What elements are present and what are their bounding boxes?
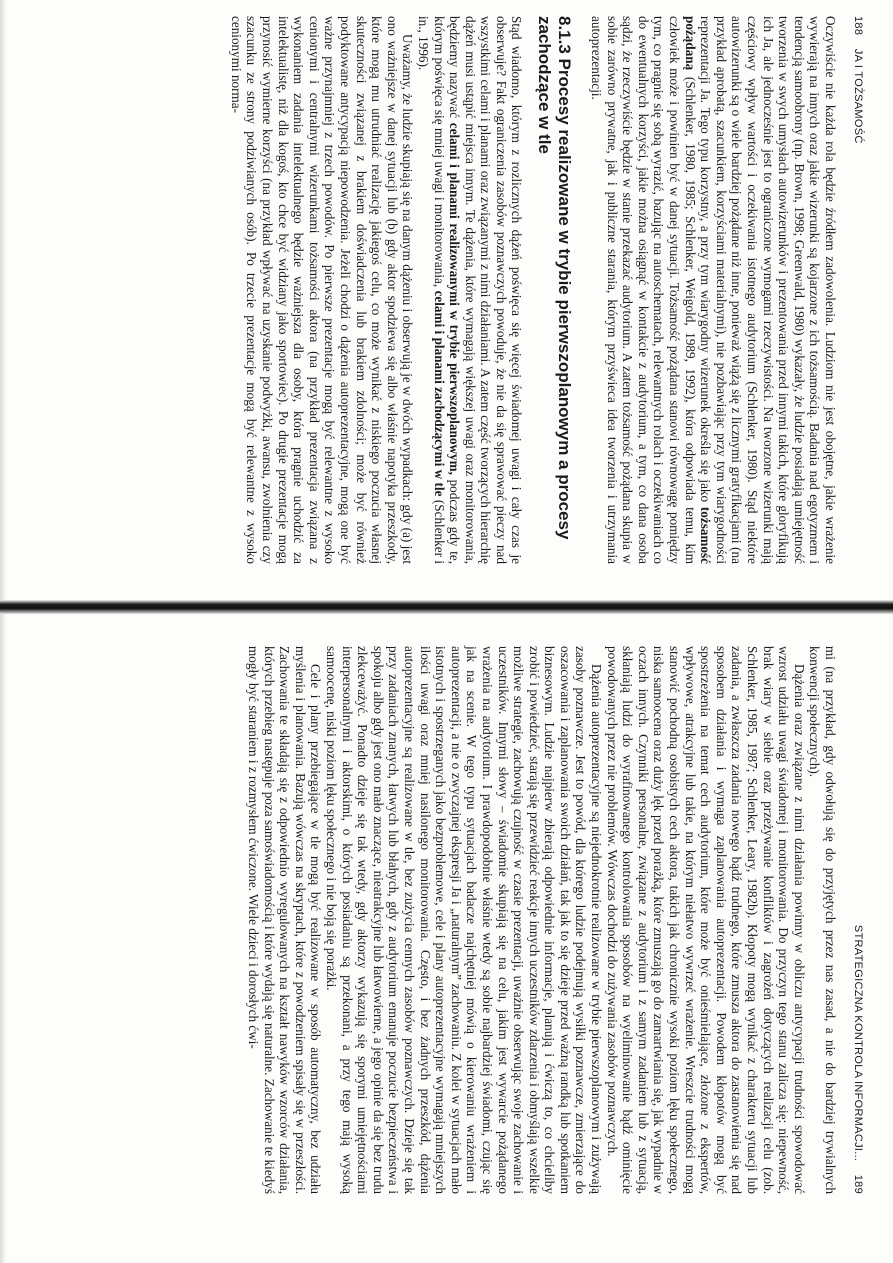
paragraph: mi (na przykład, gdy odwołują się do przyjętych przez nas zasad, a nie do bardziej trywialnych konwencji społecznych). xyxy=(806,646,838,1194)
key-term: celami i planami realizowanymi w trybie pierwszoplanowym, xyxy=(446,122,462,475)
page-header xyxy=(852,16,864,564)
key-term: tożsamość pożądaną xyxy=(682,16,713,564)
paragraph: Oczywiście nie każda rola będzie źródłem zadowolenia. Ludziom nie jest obojętne, jakie wrażenie wywierają na innych oraz jakie wizerunki są kojarzone z ich tożsamością. Badania nad egotyzmem i tendencją samoobrony (np. Brown, 1998; Greenwald, 1980) wykazały, że ludzie posiadają umiejętność tworzenia w swych umysłach autowizerunków i prezentowania przed innymi takich, które gloryfikują ich Ja, ale jednocześnie jest to ograniczone wymogami rzeczywistości. Na tworzone wizerunki mają częściowy wpływ wartości i oczekiwania istotnego audytorium (Schlenker, 1980). Stąd niektóre autowizerunki są o wiele bardziej pożądane niż inne, ponieważ wiążą się z licznymi gratyfikacjami (na przykład aprobatą, szacunkiem, korzyściami materialnymi), nie pozbawiając przy tym wiarygodności reprezentacji Ja. Tego typu korzystny, a przy tym wiarygodny wizerunek określa się jako tożsamość pożądaną (Schlenker, 1980, 1985; Schlenker, Weigold, 1989, 1992), która odpowiada temu, kim człowiek może i powinien być w danej sytuacji. Tożsamość pożądana stanowi równowagę pomiędzy tym, co pragnie się sobą wyrazić, bazując na autoschematach, relewantnych rolach i oczekiwaniach co do ewentualnych korzyści, jakie można osiągnąć w kontakcie z audytorium, a tym, co dana osoba sądzi, że rzeczywiście będzie w stanie przekazać audytorium. A zatem tożsamość pożądana skupia w sobie zarówno prywatne, jak i publiczne starania, którym przyświeca idea tworzenia i utrzymania autoprezentacji. xyxy=(588,16,838,565)
page-189 xyxy=(12,620,882,1220)
paragraph: Stąd wiadomo, którym z rozlicznych dążeń poświęca się więcej świadomej uwagi i cały czas je obserwuje? Fakt ograniczenia zasobów poznawczych powoduje, że nie da się sprawować pieczy nad wszystkimi celami i planami oraz związanymi z nimi działaniami. A zatem część tworzących hierarchię dążeń musi ustąpić miejsca innym. Te dążenia, które wymagają większej uwagi oraz monitorowania, będziemy nazywać celami i planami realizowanymi w trybie pierwszoplanowym, podczas gdy te, którym poświęca się mniej uwagi i monitorowania, celami i planami zachodzącymi w tle (Schlenker i in., 1996). xyxy=(415,16,524,565)
page-188 xyxy=(12,0,882,590)
paragraph: Uważamy, że ludzie skupiają się na danym dążeniu i obserwują je w dwóch wypadkach: gdy (a) jest ono ważniejsze w danej sytuacji lub (b) gdy aktor spodziewa się albo właśnie napotyka przeszkody, które mogą mu utrudniać realizację jakiegoś celu, co może wynikać z niskiego poczucia własnej skuteczności związanej z brakiem doświadczenia lub brakiem zdolności; może być również podyktowane antycypacją niepowodzenia. Jeżeli chodzi o dążenia autoprezentacyjne, mogą one być ważne przynajmniej z trzech powodów. Po pierwsze prezentacje mogą być relewantne z wysoko cenionymi i centralnymi wizerunkami tożsamości aktora (na przykład prezentacja związana z wykonaniem zadania intelektualnego będzie ważniejsza dla osoby, która pragnie uchodzić za intelektualistę, niż dla kogoś, kto chce być widziany jako sportowiec). Po drugie prezentacje mogą przynosić wymierne korzyści (na przykład wpływać na uzyskanie podwyżki, awansu, zwolnienia czy szacunku ze strony podziwianych osób). Po trzecie prezentacje mogą być relewantne z wysoko cenionymi norma- xyxy=(228,16,415,564)
section-heading: 8.1.3 Procesy realizowane w trybie pierwszoplanowym a procesy zachodzące w tle xyxy=(535,16,574,540)
paragraph: Dążenia autoprezentacyjne są niejednokrotnie realizowane w trybie pierwszoplanowym i zużywają zasoby poznawcze. Jest to powód, dla którego ludzie podejmują wysiłki poznawcze, zmierzające do oszacowania i zaplanowania swoich działań, tak jak to się dzieje przed ważną randką lub spotkaniem biznesowym. Ludzie najpierw zbierają odpowiednie informacje, planują i ćwiczą to, co chcieliby zrobić i powiedzieć, starają się przewidzieć reakcje innych uczestników zdarzenia i obmyślają wszelkie możliwe strategie, zachowują czujność w czasie prezentacji, uważnie obserwując swoje zachowanie i uczestników. Innymi słowy – świadomie skupiają się na celu, jakim jest wywarcie pożądanego wrażenia na audytorium. I prawdopodobnie właśnie wtedy są sobie najbardziej świadomi, czując się jak na scenie. W tego typu sytuacjach badacze najchętniej mówią o kierowaniu wrażeniem i autoprezentacji, a nie o zwyczajnej ekspresji Ja i „naturalnym” zachowaniu. Z kolei w sytuacjach mało istotnych i spostrzeganych jako bezproblemowe, cele i plany autoprezentacyjne wymagają mniejszych ilości uwagi oraz mniej nasilonego monitorowania. Często, i bez żadnych przeszkód, dążenia autoprezentacyjne są realizowane w tle, bez zużycia cennych zasobów poznawczych. Dzieje się tak przy zadaniach znanych, łatwych lub błahych, gdy z audytorium emanuje poczucie bezpieczeństwa i spokoju albo gdy jest ono mało znaczące, nieatrakcyjne lub łatwowierne, a jego opinie da się bez trudu zlekceważyć. Ponadto dzieje się tak wtedy, gdy aktorzy wykazują się sporymi umiejętnościami interpersonalnymi i aktorskimi, o których posiadaniu są przekonani, a przy tego mają wysoką samoocenę, niski poziom lęku społecznego i nie boją się porażki. xyxy=(323,646,604,1194)
page-header xyxy=(852,646,864,1194)
page-number: 189 xyxy=(851,1174,864,1194)
paragraph: Dążenia oraz związane z nimi działania powinny w obliczu antycypacji trudności spowodować wzrost udziału uwagi świadomej i monitorowania. Do przyczyn tego stanu zalicza się: niepewność, brak wiary w siebie oraz przeżywanie konfliktów i zagrożeń dotyczących realizacji celu (zob. Schlenker, 1985, 1987; Schlenker, Leary, 1982b). Kłopoty mogą wynikać z charakteru sytuacji lub zadania, a zwłaszcza zadania nowego bądź trudnego, które zmusza aktora do zastanowienia się nad sposobem działania i wymaga zaplanowania autoprezentacji. Powodem kłopotów mogą być spostrzeżenia na temat cech audytorium, które może być onieśmielające, złożone z ekspertów, wpływowe, atrakcyjne lub takie, na którym niełatwo wywrzeć wrażenie. Wreszcie trudności mogą stanowić pochodną osobistych cech aktora, takich jak chronicznie wysoki poziom lęku społecznego, niska samoocena oraz duży lęk przed porażką, które zmuszają go do zamartwiania się, jak wypadnie w oczach innych. Czynniki personalne, związane z audytorium i z samym zadaniem lub z sytuacją, skłaniają ludzi do wyrafinowanego kontrolowania sposobów na wyeliminowanie bądź ominięcie powodowanych przez nie problemów. Wówczas dochodzi do zużywania zasobów poznawczych. xyxy=(604,646,807,1194)
scan-edge-shadow xyxy=(0,0,6,1263)
running-title: STRATEGICZNA KONTROLA INFORMACJI... xyxy=(851,924,864,1162)
paragraph: Cele i plany przebiegające w tle mogą być realizowane w sposób automatyczny, bez udziału myślenia i planowania. Bazują wówczas na skryptach, które z powodzeniem spisały się w przeszłości. Zachowania te składają się z odpowiednio wyregulowanych na kształt nawyków wzorców działania, których przebieg następuje poza samoświadomością i które wydają się naturalne. Zachowanie te kiedyś mogły być staraniem i z rozmysłem ćwiczone. Wiele dzieci i dorosłych ćwi- xyxy=(245,646,323,1194)
key-term: celami i planami zachodzącymi w tle xyxy=(431,290,447,497)
page-number: 188 xyxy=(851,16,864,36)
running-title: JA I TOŻSAMOŚĆ xyxy=(851,48,864,144)
book-gutter xyxy=(0,600,893,614)
